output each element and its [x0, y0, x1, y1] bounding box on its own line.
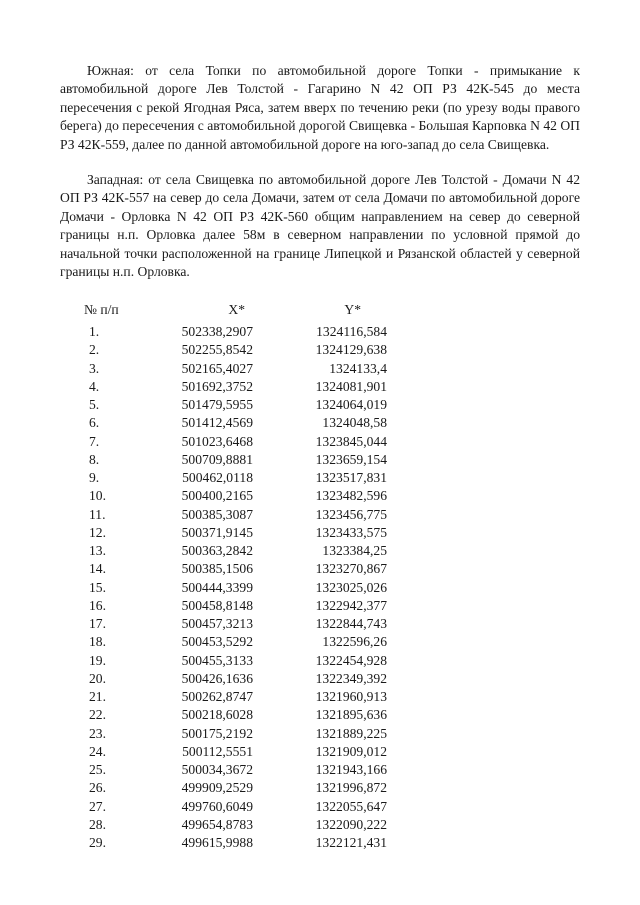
- header-number: № п/п: [84, 302, 119, 317]
- row-number: 2.: [89, 342, 100, 358]
- coordinate-x: 500426,1636: [181, 670, 253, 686]
- row-number: 26.: [89, 780, 106, 796]
- coordinate-x: 501479,5955: [181, 397, 253, 412]
- row-number: 28.: [89, 816, 106, 832]
- row-number: 27.: [89, 798, 106, 814]
- coordinate-x: 500371,9145: [181, 524, 253, 540]
- coordinate-x: 500453,5292: [181, 634, 253, 650]
- table-row: [72, 761, 387, 779]
- coordinate-y: 1322090,222: [315, 816, 387, 832]
- coordinate-x: 500709,8881: [181, 451, 253, 467]
- coordinate-x: 499615,9988: [181, 835, 253, 850]
- coordinate-y: 1324129,638: [315, 342, 387, 358]
- coordinate-y: 1321895,636: [315, 707, 387, 723]
- coordinate-x: 500112,5551: [182, 743, 253, 759]
- coordinate-x: 502165,4027: [181, 360, 253, 376]
- row-number: 5.: [89, 397, 100, 412]
- row-number: 22.: [89, 707, 106, 723]
- coordinate-y: 1322121,431: [315, 835, 387, 850]
- table-row: [72, 779, 387, 797]
- coordinate-y: 1321909,012: [315, 743, 387, 759]
- coordinate-y: 1323025,026: [315, 579, 387, 595]
- table-row: [72, 341, 387, 359]
- table-row: [72, 615, 387, 633]
- table-row: [72, 506, 387, 524]
- coordinates-header-row: [72, 301, 387, 323]
- coordinate-y: 1323270,867: [315, 561, 387, 577]
- coordinate-x: 500175,2192: [181, 725, 253, 741]
- table-row: [72, 542, 387, 560]
- table-row: [72, 834, 387, 852]
- table-row: [72, 451, 387, 469]
- table-row: [72, 396, 387, 414]
- coordinate-x: 500363,2842: [181, 543, 253, 558]
- coordinate-x: 500462,0118: [182, 470, 253, 485]
- table-row: [72, 725, 387, 743]
- header-y: Y*: [344, 302, 361, 317]
- coordinate-y: 1322942,377: [315, 597, 387, 613]
- coordinate-x: 500034,3672: [181, 762, 253, 777]
- coordinate-x: 500455,3133: [181, 652, 253, 668]
- row-number: 17.: [89, 616, 106, 631]
- table-row: [72, 798, 387, 816]
- coordinate-x: 500218,6028: [181, 707, 253, 723]
- table-row: [72, 360, 387, 378]
- coordinate-y: 1322349,392: [315, 670, 387, 686]
- boundary-south-paragraph: Южная: от села Топки по автомобильной дороге Топки - примыкание к автомобильной дороге Лев Толстой - Гагарино N 42 ОП РЗ 42К-545 до места пересечения с рекой Ягодная Ряса, затем вверх по течению реки (по урезу воды правого берега) до пересечения с автомобильной дорогой Свищевка - Большая Карповка N 42 ОП РЗ 42К-559, далее по данной автомобильной дороге на юго-запад до села Свищевка.: [60, 63, 580, 152]
- row-number: 1.: [89, 324, 100, 339]
- coordinate-x: 500457,3213: [181, 616, 253, 631]
- coordinate-x: 500400,2165: [181, 488, 253, 504]
- row-number: 14.: [89, 561, 106, 577]
- row-number: 11.: [89, 506, 106, 522]
- coordinate-y: 1322055,647: [315, 798, 387, 814]
- row-number: 12.: [89, 524, 106, 540]
- boundary-west-paragraph: Западная: от села Свищевка по автомобильной дороге Лев Толстой - Домачи N 42 ОП РЗ 42К-557 на север до села Домачи, затем от села Домачи по автомобильной дороге Домачи - Орловка N 42 ОП РЗ 42К-560 общим направлением на север до северной границы н.п. Орловка далее 58м в северном направлении по условной прямой до начальной точки расположенной на границе Липецкой и Рязанской областей у северной границы н.п. Орловка.: [60, 172, 580, 280]
- coordinate-y: 1324081,901: [315, 378, 387, 394]
- coordinate-x: 502338,2907: [181, 324, 253, 339]
- coordinate-x: 502255,8542: [181, 342, 253, 358]
- coordinate-y: 1321889,225: [315, 725, 387, 741]
- coordinate-x: 500444,3399: [181, 579, 253, 595]
- coordinate-x: 501412,4569: [181, 415, 253, 431]
- row-number: 15.: [89, 579, 106, 595]
- row-number: 10.: [89, 488, 106, 504]
- coordinate-y: 1321996,872: [315, 780, 387, 796]
- row-number: 16.: [89, 597, 106, 613]
- row-number: 25.: [89, 762, 106, 777]
- row-number: 3.: [89, 360, 100, 376]
- row-number: 29.: [89, 835, 106, 850]
- row-number: 7.: [89, 433, 100, 449]
- coordinate-y: 1324116,584: [316, 324, 387, 339]
- row-number: 18.: [89, 634, 106, 650]
- coordinate-y: 1322596,26: [322, 634, 387, 650]
- coordinate-y: 1324064,019: [315, 397, 387, 412]
- table-row: [72, 323, 387, 341]
- coordinate-x: 500385,3087: [181, 506, 253, 522]
- coordinate-y: 1323384,25: [322, 543, 387, 558]
- coordinates-body: [72, 323, 387, 852]
- table-row: [72, 469, 387, 487]
- table-row: [72, 743, 387, 761]
- coordinate-y: 1323433,575: [315, 524, 387, 540]
- table-row: [72, 579, 387, 597]
- row-number: 6.: [89, 415, 100, 431]
- coordinate-y: 1322454,928: [315, 652, 387, 668]
- table-row: [72, 688, 387, 706]
- row-number: 24.: [89, 743, 106, 759]
- boundary-south-block: [60, 62, 580, 154]
- row-number: 8.: [89, 451, 100, 467]
- row-number: 19.: [89, 652, 106, 668]
- coordinates-table: [72, 301, 387, 852]
- boundary-west-block: [60, 171, 580, 281]
- coordinate-y: 1321943,166: [315, 762, 387, 777]
- coordinate-y: 1324048,58: [322, 415, 387, 431]
- table-row: [72, 487, 387, 505]
- row-number: 13.: [89, 543, 106, 558]
- table-row: [72, 560, 387, 578]
- coordinate-y: 1324133,4: [329, 360, 387, 376]
- coordinate-y: 1323456,775: [315, 506, 387, 522]
- coordinate-x: 499909,2529: [181, 780, 253, 796]
- coordinate-y: 1323482,596: [315, 488, 387, 504]
- coordinate-x: 500262,8747: [181, 689, 253, 704]
- coordinate-x: 499760,6049: [181, 798, 253, 814]
- table-row: [72, 378, 387, 396]
- coordinate-y: 1323845,044: [315, 433, 387, 449]
- table-row: [72, 706, 387, 724]
- table-row: [72, 652, 387, 670]
- row-number: 4.: [89, 378, 100, 394]
- row-number: 23.: [89, 725, 106, 741]
- coordinate-y: 1322844,743: [315, 616, 387, 631]
- coordinate-y: 1323659,154: [315, 451, 387, 467]
- table-row: [72, 597, 387, 615]
- table-row: [72, 633, 387, 651]
- table-row: [72, 524, 387, 542]
- row-number: 20.: [89, 670, 106, 686]
- coordinate-x: 500458,8148: [181, 597, 253, 613]
- table-row: [72, 414, 387, 432]
- table-row: [72, 816, 387, 834]
- coordinate-y: 1321960,913: [315, 689, 387, 704]
- coordinate-x: 501692,3752: [181, 378, 253, 394]
- coordinate-y: 1323517,831: [315, 470, 387, 485]
- row-number: 9.: [89, 470, 100, 485]
- table-row: [72, 670, 387, 688]
- header-x: X*: [228, 302, 245, 317]
- coordinate-x: 499654,8783: [181, 816, 253, 832]
- coordinate-x: 500385,1506: [181, 561, 253, 577]
- row-number: 21.: [89, 689, 106, 704]
- coordinate-x: 501023,6468: [181, 433, 253, 449]
- table-row: [72, 433, 387, 451]
